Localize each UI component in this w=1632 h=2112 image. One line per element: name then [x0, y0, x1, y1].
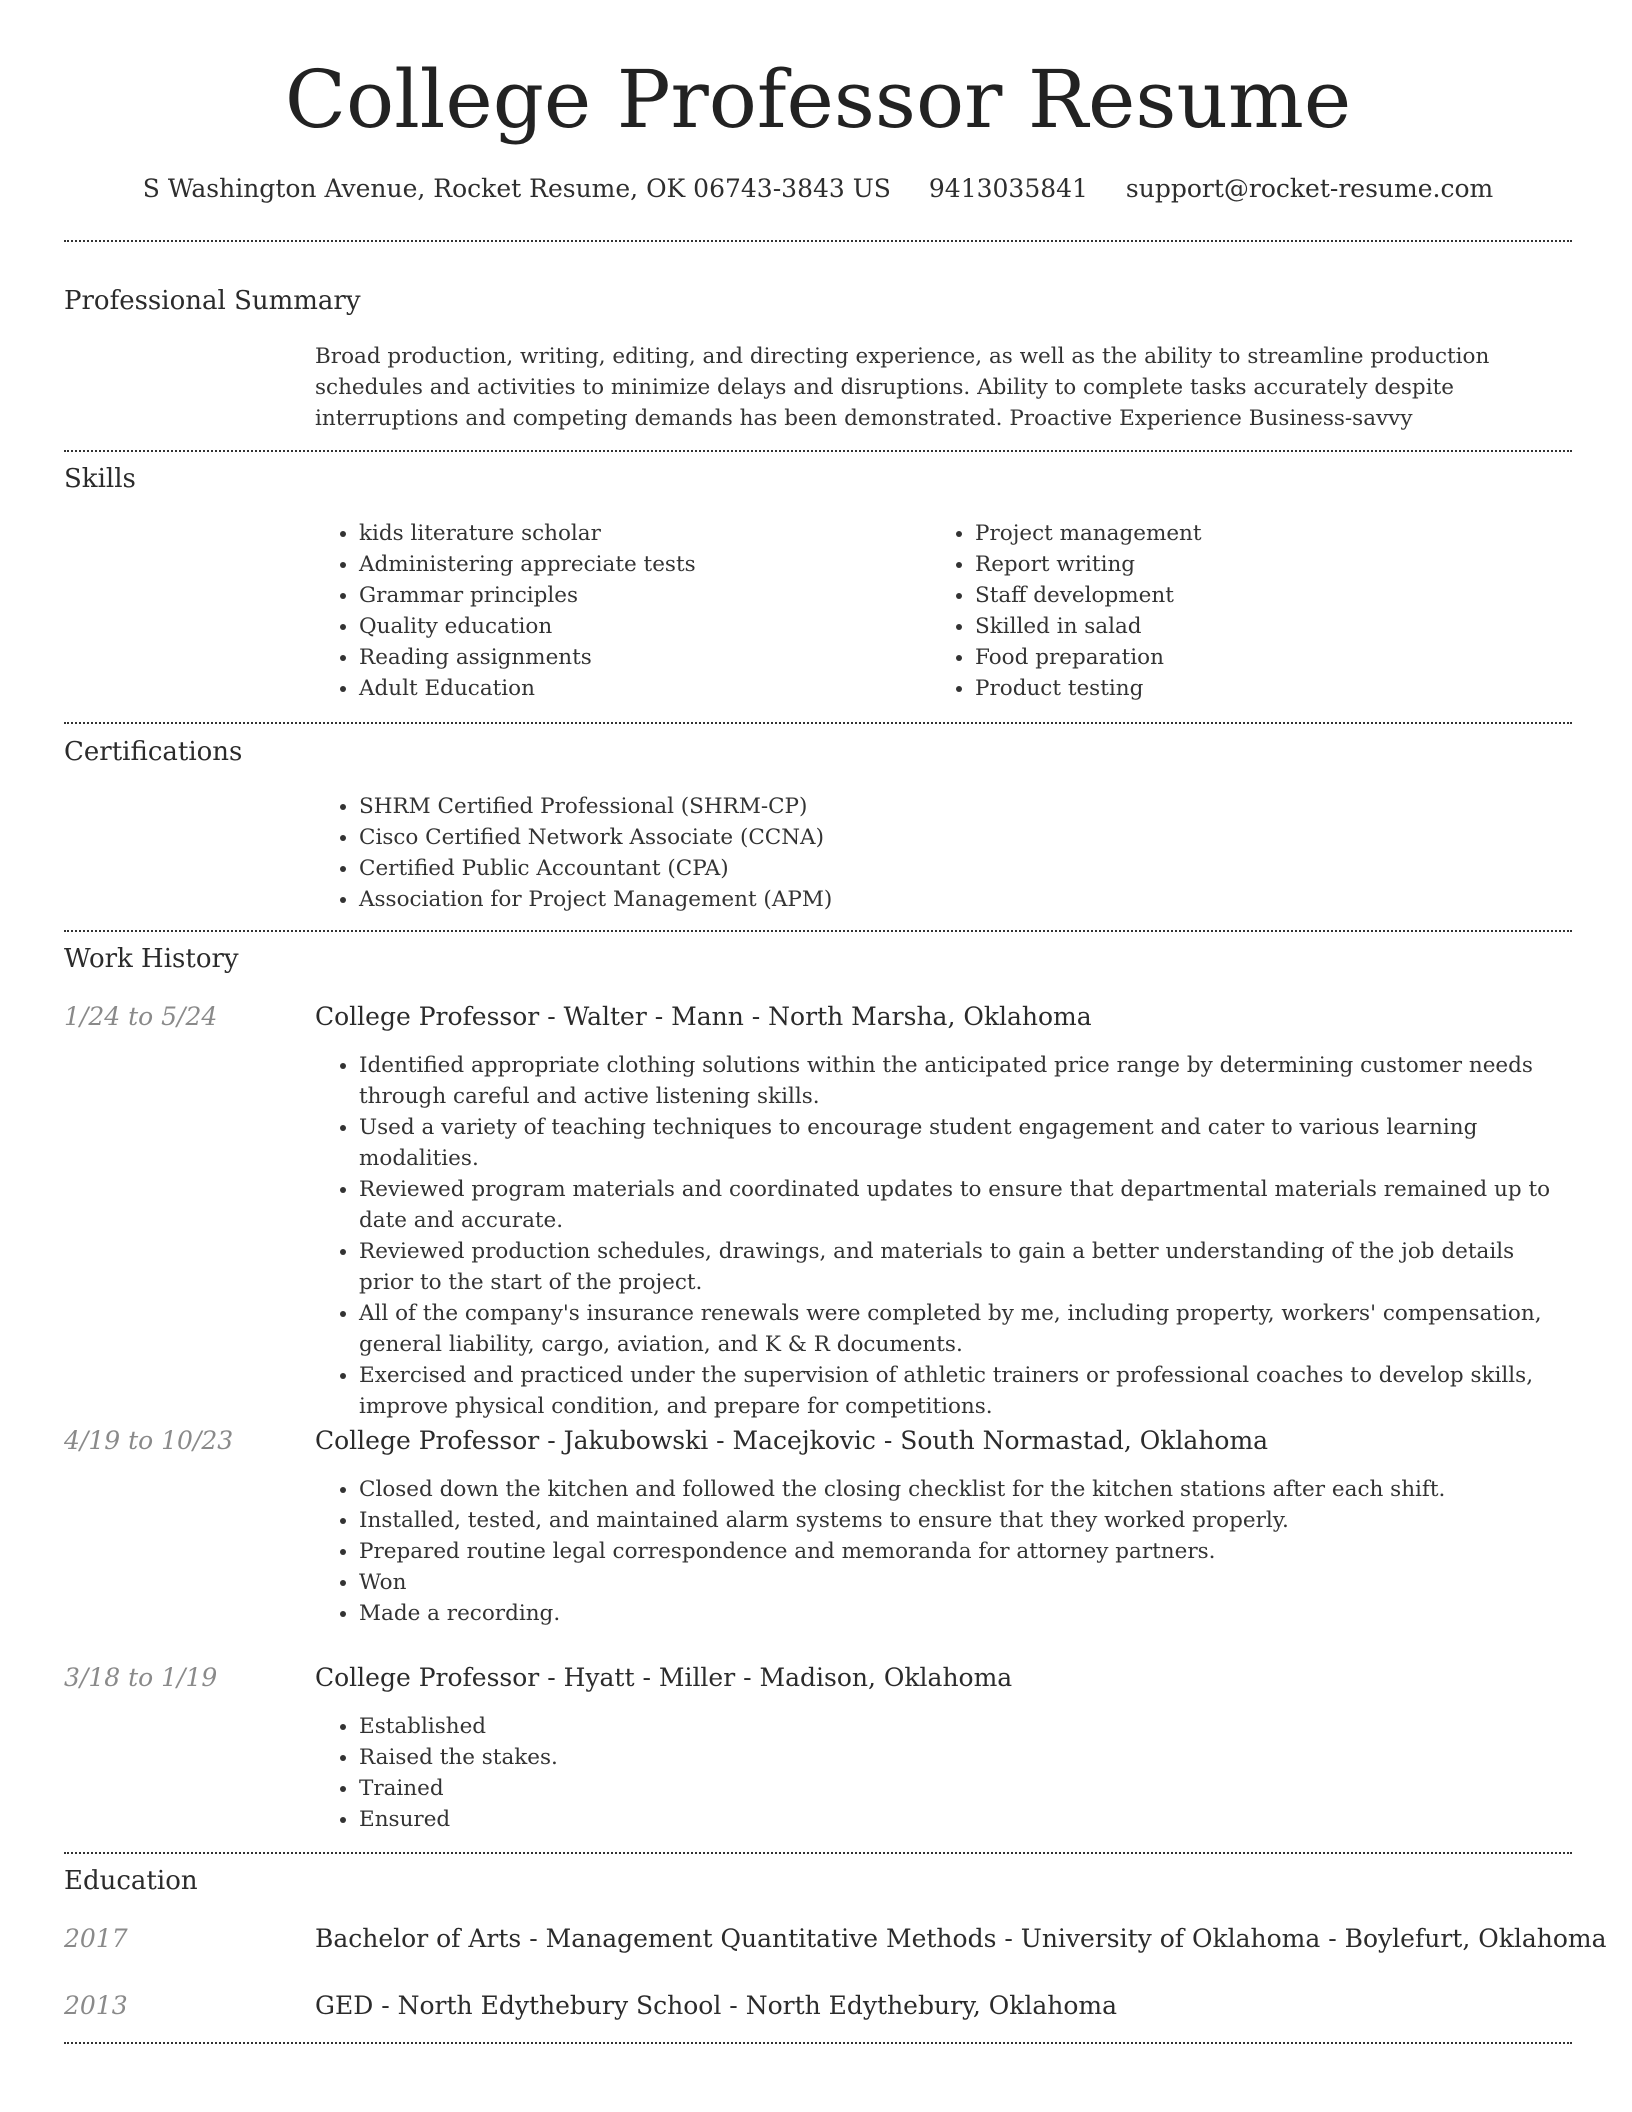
- divider: [64, 930, 1572, 932]
- list-item: • Quality education: [359, 611, 919, 642]
- list-item: • Reading assignments: [359, 642, 919, 673]
- list-item: • Adult Education: [359, 673, 919, 704]
- job-title: College Professor - Jakubowski - Macejkovic - South Normastad, Oklahoma: [315, 1426, 1269, 1455]
- list-item: • Closed down the kitchen and followed the closing checklist for the kitchen stations after each shift.: [359, 1474, 1572, 1505]
- skills-list-left: [315, 518, 919, 704]
- skills-heading: Skills: [64, 464, 136, 494]
- divider: [64, 450, 1572, 452]
- job-bullets: [315, 1474, 1572, 1629]
- list-item: • Prepared routine legal correspondence and memoranda for attorney partners.: [359, 1536, 1572, 1567]
- job-dates: 1/24 to 5/24: [64, 1002, 218, 1031]
- contact-line: [64, 172, 1572, 206]
- divider: [64, 722, 1572, 724]
- certifications-list: [315, 791, 1559, 915]
- job-bullets: [315, 1711, 1572, 1835]
- phone: 9413035841: [928, 174, 1088, 203]
- job-bullets: [315, 1050, 1572, 1422]
- skills-list-right: [931, 518, 1535, 704]
- summary-heading: Professional Summary: [64, 286, 361, 316]
- list-item: • Reviewed production schedules, drawings, and materials to gain a better understanding of the job details prior to the start of the project.: [359, 1236, 1572, 1298]
- work-history-heading: Work History: [64, 944, 239, 974]
- list-item: • Used a variety of teaching techniques to encourage student engagement and cater to various learning modalities.: [359, 1112, 1572, 1174]
- certifications-heading: Certifications: [64, 737, 243, 767]
- list-item: • Association for Project Management (APM): [359, 884, 1559, 915]
- list-item: • Certified Public Accountant (CPA): [359, 853, 1559, 884]
- list-item: • Raised the stakes.: [359, 1742, 1572, 1773]
- list-item: • Administering appreciate tests: [359, 549, 919, 580]
- list-item: • Made a recording.: [359, 1598, 1572, 1629]
- list-item: • Staff development: [975, 580, 1535, 611]
- job-dates: 3/18 to 1/19: [64, 1663, 218, 1692]
- list-item: • Skilled in salad: [975, 611, 1535, 642]
- list-item: • Trained: [359, 1773, 1572, 1804]
- list-item: • Cisco Certified Network Associate (CCNA): [359, 822, 1559, 853]
- list-item: • Installed, tested, and maintained alarm systems to ensure that they worked properly.: [359, 1505, 1572, 1536]
- divider: [64, 2042, 1572, 2044]
- resume-page: [64, 0, 1607, 2112]
- divider: [64, 1852, 1572, 1854]
- list-item: • Report writing: [975, 549, 1535, 580]
- list-item: • Product testing: [975, 673, 1535, 704]
- list-item: • Won: [359, 1567, 1572, 1598]
- divider: [64, 240, 1572, 242]
- list-item: • Identified appropriate clothing solutions within the anticipated price range by determining customer needs through careful and active listening skills.: [359, 1050, 1572, 1112]
- list-item: • Project management: [975, 518, 1535, 549]
- list-item: • Ensured: [359, 1804, 1572, 1835]
- education-year: 2017: [64, 1924, 128, 1953]
- resume-title: College Professor Resume: [284, 53, 1352, 146]
- list-item: • Exercised and practiced under the supervision of athletic trainers or professional coaches to develop skills, improve physical condition, and prepare for competitions.: [359, 1360, 1572, 1422]
- job-dates: 4/19 to 10/23: [64, 1426, 234, 1455]
- list-item: • SHRM Certified Professional (SHRM-CP): [359, 791, 1559, 822]
- job-title: College Professor - Walter - Mann - North Marsha, Oklahoma: [315, 1002, 1092, 1031]
- education-entry: GED - North Edythebury School - North Edythebury, Oklahoma: [315, 1991, 1118, 2020]
- list-item: • Food preparation: [975, 642, 1535, 673]
- list-item: • Reviewed program materials and coordinated updates to ensure that departmental materials remained up to date and accurate.: [359, 1174, 1572, 1236]
- email: support@rocket-resume.com: [1125, 174, 1494, 203]
- job-title: College Professor - Hyatt - Miller - Madison, Oklahoma: [315, 1663, 1013, 1692]
- education-entry: Bachelor of Arts - Management Quantitative Methods - University of Oklahoma - Boylefurt, Oklahoma: [315, 1924, 1607, 1953]
- education-year: 2013: [64, 1991, 128, 2020]
- list-item: • kids literature scholar: [359, 518, 919, 549]
- list-item: • Grammar principles: [359, 580, 919, 611]
- list-item: • Established: [359, 1711, 1572, 1742]
- address: S Washington Avenue, Rocket Resume, OK 06743-3843 US: [142, 174, 891, 203]
- list-item: • All of the company's insurance renewals were completed by me, including property, workers' compensation, general liability, cargo, aviation, and K & R documents.: [359, 1298, 1572, 1360]
- education-heading: Education: [64, 1866, 198, 1896]
- summary-text: Broad production, writing, editing, and directing experience, as well as the ability to streamline production schedules and activities to minimize delays and disruptions. Ability to complete tasks accurately despite interruptions and competing demands has been demonstrated. Proactive Experience Business-savvy: [315, 344, 1490, 431]
